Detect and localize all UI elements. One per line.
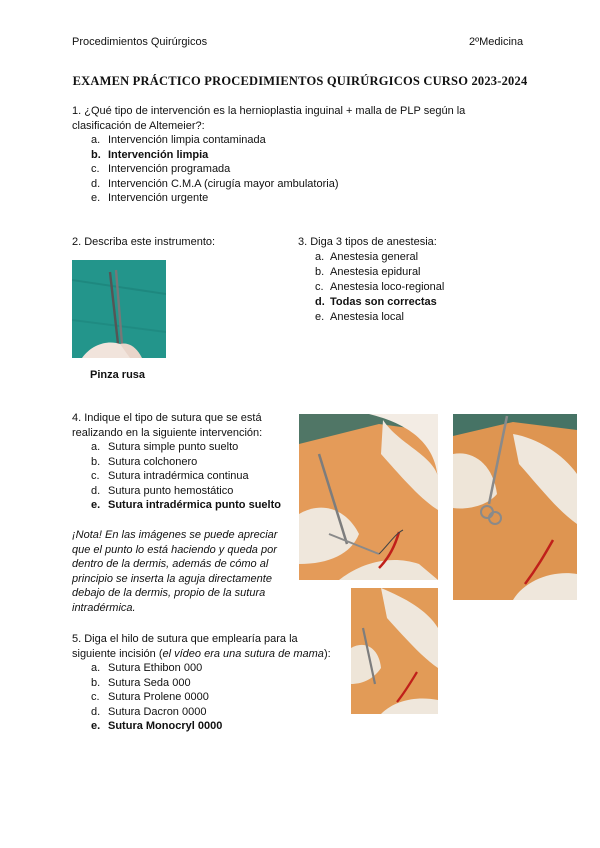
question-1-line-2: clasificación de Altemeier?: bbox=[72, 119, 205, 132]
question-1-line-1: 1. ¿Qué tipo de intervención es la hernioplastia inguinal + malla de PLP según la bbox=[72, 105, 466, 117]
option-letter: b. bbox=[315, 266, 325, 278]
option-d-correct bbox=[315, 295, 444, 310]
question-3-text: 3. Diga 3 tipos de anestesia: bbox=[298, 236, 437, 248]
option-a bbox=[72, 661, 362, 676]
option-text: Sutura intradérmica continua bbox=[108, 470, 249, 483]
question-4-line-2: realizando en la siguiente intervención: bbox=[72, 426, 263, 439]
option-text: Anestesia epidural bbox=[330, 266, 421, 278]
option-letter: c. bbox=[91, 163, 100, 176]
option-e bbox=[72, 191, 532, 206]
option-letter: a. bbox=[315, 251, 325, 263]
note-line: principio se inserta la aguja directamente bbox=[72, 572, 272, 585]
option-text: Sutura Ethibon 000 bbox=[108, 662, 203, 674]
option-letter: e. bbox=[91, 720, 101, 733]
option-text: Intervención limpia contaminada bbox=[108, 134, 266, 146]
question-4-note bbox=[72, 528, 297, 615]
option-text: Sutura simple punto suelto bbox=[108, 441, 239, 453]
option-e bbox=[315, 310, 444, 325]
option-letter: c. bbox=[315, 281, 324, 293]
option-b bbox=[315, 265, 444, 280]
question-5-line-2-end: ): bbox=[323, 647, 331, 660]
question-5-options bbox=[72, 661, 362, 734]
question-5-line-2-start: siguiente incisión ( bbox=[72, 647, 163, 660]
option-letter: e. bbox=[91, 192, 101, 205]
option-text: Anestesia local bbox=[330, 311, 404, 323]
note-line: dentro de la dermis, además de cómo al bbox=[72, 558, 269, 570]
option-d bbox=[72, 177, 532, 192]
question-3-options-wrap bbox=[315, 250, 444, 325]
question-3-options bbox=[315, 250, 444, 325]
option-letter: e. bbox=[315, 311, 325, 323]
option-text: Intervención limpia bbox=[108, 148, 209, 161]
question-2-answer: Pinza rusa bbox=[90, 369, 146, 381]
option-letter: d. bbox=[315, 296, 325, 308]
option-text: Intervención programada bbox=[108, 163, 231, 176]
option-letter: d. bbox=[91, 484, 101, 497]
option-text: Intervención urgente bbox=[108, 192, 209, 205]
suture-photo-2 bbox=[453, 414, 577, 600]
option-c bbox=[72, 690, 362, 705]
question-1-options bbox=[72, 133, 532, 206]
option-text: Sutura Prolene 0000 bbox=[108, 691, 209, 704]
note-line: que el punto lo está haciendo y queda por bbox=[72, 543, 277, 556]
option-e-correct bbox=[72, 498, 297, 513]
option-text: Sutura Dacron 0000 bbox=[108, 705, 207, 718]
suture-photo-1 bbox=[299, 414, 438, 580]
option-letter: b. bbox=[91, 676, 101, 689]
note-line: debajo de la dermis, propio de la sutura bbox=[72, 587, 266, 599]
option-a bbox=[72, 440, 297, 455]
question-5-line-2-italic: el vídeo era una sutura de mama bbox=[162, 647, 324, 660]
note-line: intradérmica. bbox=[72, 601, 136, 614]
question-2-text: 2. Describa este instrumento: bbox=[72, 236, 216, 248]
option-c bbox=[72, 162, 532, 177]
option-e-correct bbox=[72, 719, 362, 734]
option-text: Sutura Monocryl 0000 bbox=[108, 720, 223, 733]
option-b bbox=[72, 455, 297, 470]
question-4-options bbox=[72, 440, 297, 513]
question-5-line-2 bbox=[72, 647, 362, 662]
option-text: Sutura colchonero bbox=[108, 455, 198, 468]
option-a bbox=[72, 133, 532, 148]
option-letter: a. bbox=[91, 662, 101, 674]
option-letter: e. bbox=[91, 499, 101, 512]
page-header-right: 2ºMedicina bbox=[469, 36, 524, 48]
question-1 bbox=[72, 104, 532, 206]
question-4-line-1: 4. Indique el tipo de sutura que se está bbox=[72, 412, 262, 424]
question-4 bbox=[72, 411, 297, 513]
option-text: Todas son correctas bbox=[330, 296, 437, 308]
option-d bbox=[72, 484, 297, 499]
suture-photo-3 bbox=[351, 588, 438, 714]
option-letter: c. bbox=[91, 691, 100, 704]
option-text: Anestesia loco-regional bbox=[330, 281, 445, 293]
option-c bbox=[315, 280, 444, 295]
option-text: Sutura intradérmica punto suelto bbox=[108, 499, 281, 512]
option-letter: b. bbox=[91, 148, 101, 161]
option-b bbox=[72, 676, 362, 691]
exam-title: EXAMEN PRÁCTICO PROCEDIMIENTOS QUIRÚRGICOS CURSO 2023-2024 bbox=[72, 74, 528, 88]
option-letter: d. bbox=[91, 705, 101, 718]
option-a bbox=[315, 250, 444, 265]
option-text: Sutura punto hemostático bbox=[108, 484, 234, 497]
page-header-left: Procedimientos Quirúrgicos bbox=[72, 36, 208, 48]
option-c bbox=[72, 469, 297, 484]
option-letter: a. bbox=[91, 441, 101, 453]
option-letter: a. bbox=[91, 134, 101, 146]
question-5 bbox=[72, 632, 362, 734]
option-text: Sutura Seda 000 bbox=[108, 676, 191, 689]
note-line: ¡Nota! En las imágenes se puede apreciar bbox=[72, 529, 278, 541]
option-text: Intervención C.M.A (cirugía mayor ambulatoria) bbox=[108, 177, 339, 190]
question-5-line-1: 5. Diga el hilo de sutura que emplearía para la bbox=[72, 633, 298, 645]
option-letter: d. bbox=[91, 177, 101, 190]
option-d bbox=[72, 705, 362, 720]
option-letter: b. bbox=[91, 455, 101, 468]
option-letter: c. bbox=[91, 470, 100, 483]
option-b-correct bbox=[72, 148, 532, 163]
option-text: Anestesia general bbox=[330, 251, 419, 263]
instrument-photo bbox=[72, 260, 166, 358]
